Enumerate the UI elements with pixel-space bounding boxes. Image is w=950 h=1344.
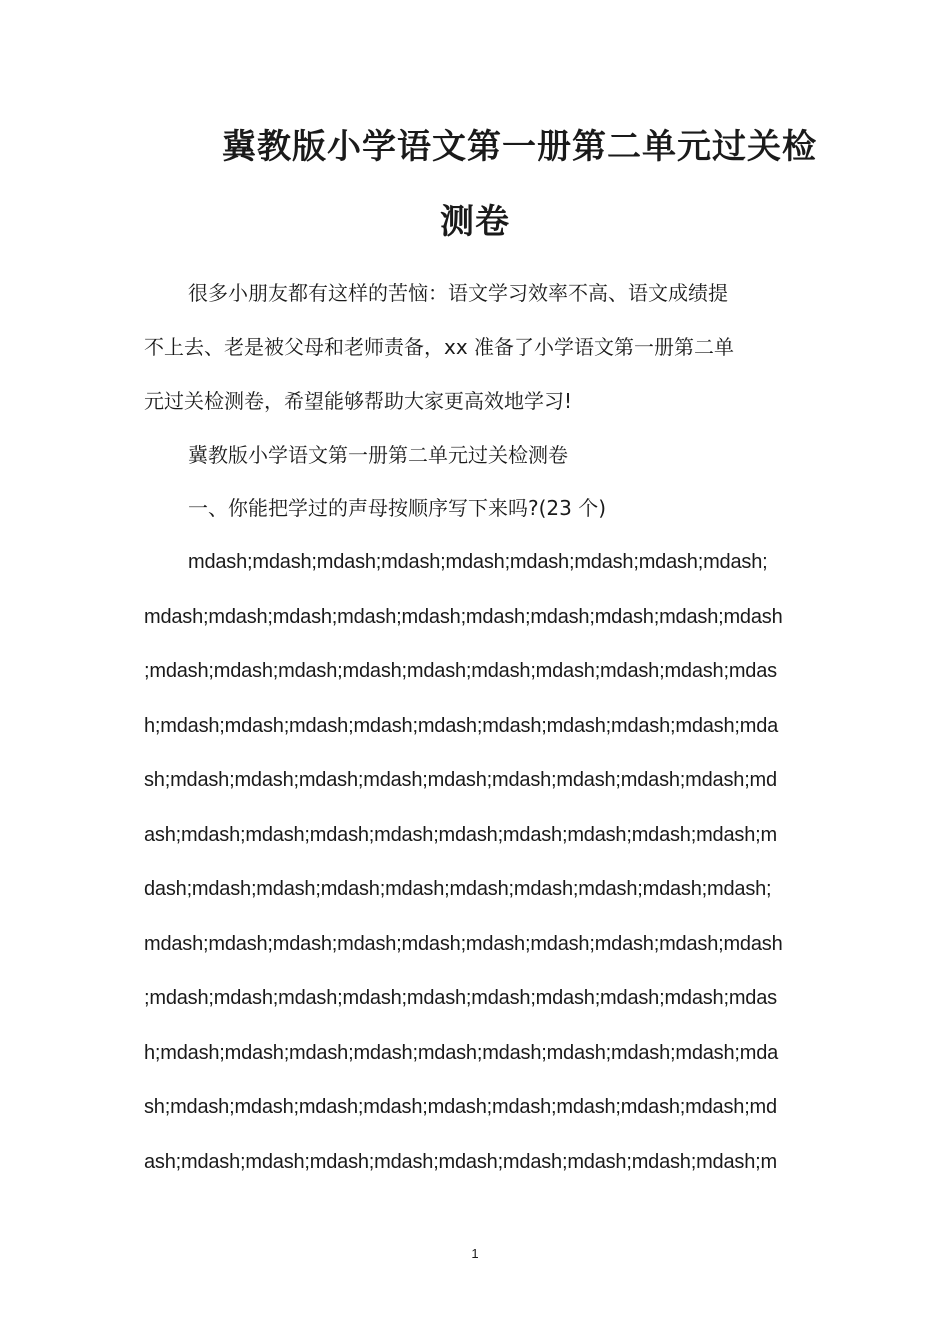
answer-line: mdash;mdash;mdash;mdash;mdash;mdash;mdash;mdash;mdash;mdash [144, 933, 783, 955]
answer-line: mdash;mdash;mdash;mdash;mdash;mdash;mdash;mdash;mdash; [188, 551, 768, 573]
answer-line: sh;mdash;mdash;mdash;mdash;mdash;mdash;mdash;mdash;mdash;md [144, 1096, 777, 1118]
answer-line: dash;mdash;mdash;mdash;mdash;mdash;mdash;mdash;mdash;mdash; [144, 878, 772, 900]
page-number: 1 [471, 1246, 479, 1261]
answer-line: h;mdash;mdash;mdash;mdash;mdash;mdash;mdash;mdash;mdash;mda [144, 715, 779, 737]
answer-line: mdash;mdash;mdash;mdash;mdash;mdash;mdash;mdash;mdash;mdash [144, 606, 783, 628]
answer-line: ash;mdash;mdash;mdash;mdash;mdash;mdash;mdash;mdash;mdash;m [144, 824, 777, 846]
answer-line: h;mdash;mdash;mdash;mdash;mdash;mdash;mdash;mdash;mdash;mda [144, 1042, 779, 1064]
answer-line: ash;mdash;mdash;mdash;mdash;mdash;mdash;mdash;mdash;mdash;m [144, 1151, 777, 1173]
answer-line: sh;mdash;mdash;mdash;mdash;mdash;mdash;mdash;mdash;mdash;md [144, 769, 777, 791]
intro-paragraph-line-1: 很多小朋友都有这样的苦恼：语文学习效率不高、语文成绩提 [188, 281, 728, 305]
answer-line: ;mdash;mdash;mdash;mdash;mdash;mdash;mdash;mdash;mdash;mdas [144, 987, 777, 1009]
document-title-line-1: 冀教版小学语文第一册第二单元过关检 [222, 127, 817, 167]
intro-paragraph-line-2: 不上去、老是被父母和老师责备，xx 准备了小学语文第一册第二单 [144, 335, 735, 359]
document-title-line-2: 测卷 [440, 202, 510, 242]
answer-line: ;mdash;mdash;mdash;mdash;mdash;mdash;mdash;mdash;mdash;mdas [144, 660, 777, 682]
question-1: 一、你能把学过的声母按顺序写下来吗?(23 个) [188, 496, 607, 520]
section-subtitle: 冀教版小学语文第一册第二单元过关检测卷 [188, 443, 568, 467]
intro-paragraph-line-3: 元过关检测卷，希望能够帮助大家更高效地学习! [144, 389, 573, 413]
